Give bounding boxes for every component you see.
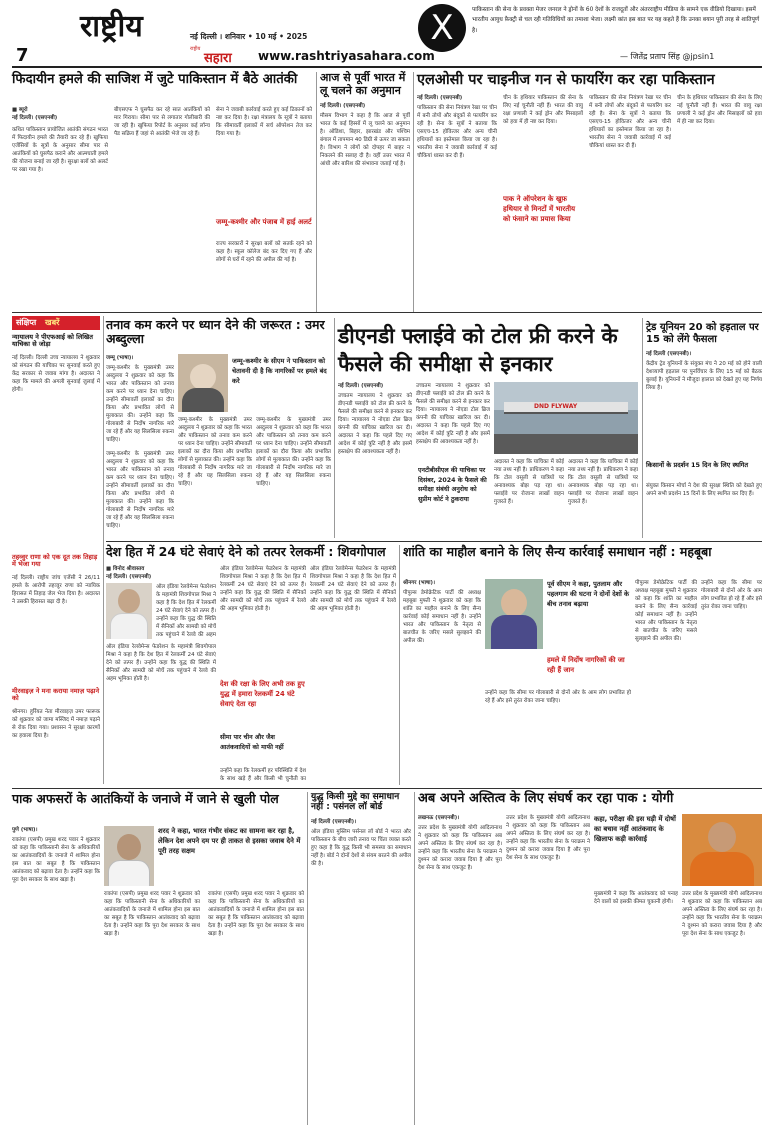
body-col-2: उच्चतम न्यायालय ने शुक्रवार को डीएनडी फ्लाईवे को टोल फ्री करने के फैसले की समीक्षा करने से इनकार कर दिया। न्यायालय ने नोएडा टोल ब्रिज कंपनी की याचिका खारिज कर दी। अदालत ने कहा कि पहले दिए गए आदेश में कोई त्रुटि नहीं है और इसमें हस्तक्षेप की आवश्यकता नहीं है। <box>416 383 490 445</box>
section-rule <box>12 788 762 789</box>
body-col-3b: राज्य सरकारों ने सुरक्षा बलों को सतर्क रहने को कहा है। स्कूल कॉलेज बंद कर दिए गए हैं और लोगों से घरों में रहने की अपील की गई है। <box>216 241 312 263</box>
byline: नई दिल्ली (एसएनबी)। <box>311 819 357 825</box>
photo-label: DND FLYWAY <box>534 403 578 410</box>
headline: फिदायीन हमले की साजिश में जुटे पाकिस्तान में बैठे आतंकी <box>12 72 298 87</box>
body-col-2: जम्मू-कश्मीर के मुख्यमंत्री उमर अब्दुल्ला ने शुक्रवार को कहा कि भारत और पाकिस्तान को तनाव कम करने पर ध्यान देना चाहिए। उन्होंने सीमावर्ती इलाकों का दौरा किया और प्रभावित लोगों से मुलाकात की। उन्होंने कहा कि गोलाबारी से निर्दोष नागरिक मारे जा रहे हैं और यह सिलसिला रुकना चाहिए। <box>178 417 252 487</box>
body: मौसम विभाग ने कहा है कि आज से पूर्वी भारत के कई हिस्सों में लू चलने का अनुमान है। ओडिशा, बिहार, झारखंड और पश्चिम बंगाल में तापमान 40 डिग्री से ऊपर जा सकता है। विभाग ने लोगों को दोपहर में बाहर न निकलने की सलाह दी है। वहीं उत्तर भारत में आंधी और बारिश की संभावना जताई गई है। <box>320 113 410 167</box>
body-col-2: चीन के हथियार पाकिस्तान की सेना के लिए नई चुनौती नहीं हैं। भारत की वायु रक्षा प्रणाली ने कई ड्रोन और मिसाइलों को हवा में ही नष्ट कर दिया। <box>503 95 583 125</box>
body-col-1: जम्मू-कश्मीर के मुख्यमंत्री उमर अब्दुल्ला ने शुक्रवार को कहा कि भारत और पाकिस्तान को तनाव कम करने पर ध्यान देना चाहिए। उन्होंने सीमावर्ती इलाकों का दौरा किया और प्रभावित लोगों से मुलाकात की। उन्होंने कहा कि गोलाबारी से निर्दोष नागरिक मारे जा रहे हैं और यह सिलसिला रुकना चाहिए। <box>106 365 174 443</box>
headline: अब अपने अस्तित्व के लिए संघर्ष कर रहा पाक : योगी <box>418 791 674 806</box>
body-col-3: ऑल इंडिया रेलवेमेन्स फेडरेशन के महामंत्री शिवगोपाल मिश्रा ने कहा है कि देश हित में रेलकर्मी 24 घंटे सेवाएं देने को तत्पर हैं। उन्होंने कहा कि युद्ध की स्थिति में सैनिकों और सामग्री को मोर्चे तक पहुंचाने में रेलवे की अहम भूमिका होती है। <box>310 566 396 612</box>
body: ऑल इंडिया मुस्लिम पर्सनल लॉ बोर्ड ने भारत और पाकिस्तान के बीच जारी तनाव पर चिंता व्यक्त करते हुए कहा है कि युद्ध किसी भी समस्या का समाधान नहीं है। बोर्ड ने दोनों देशों से संयम बरतने की अपील की है। <box>311 829 411 867</box>
story-railway <box>106 545 396 785</box>
headline: ट्रेड यूनियन 20 को हड़ताल पर 15 को लेंगे फैसला <box>646 322 759 345</box>
subhead: हमले में निर्दोष नागरिकों की जा रही हैं जान <box>547 656 625 674</box>
headline: आज से पूर्वी भारत में लू चलने का अनुमान <box>320 71 406 97</box>
body-col-2: राकांपा (एसपी) प्रमुख शरद पवार ने शुक्रवार को कहा कि पाकिस्तानी सेना के अधिकारियों का आतंकवादियों के जनाजे में शामिल होना इस बात का सबूत है कि पाकिस्तान आतंकवाद को बढ़ावा देता है। उन्होंने कहा कि पूरा देश सरकार के साथ खड़ा है। <box>104 891 200 937</box>
brief-body-3: श्रीनगर। हुर्रियत नेता मीरवाइज़ उमर फारूक को शुक्रवार को जामा मस्जिद में नमाज़ पढ़ाने से रोक दिया गया। प्रशासन ने सुरक्षा कारणों का हवाला दिया है। <box>12 709 100 739</box>
body-col-1: उत्तर प्रदेश के मुख्यमंत्री योगी आदित्यनाथ ने शुक्रवार को कहा कि पाकिस्तान अब अपने अस्तित्व के लिए संघर्ष कर रहा है। उन्होंने कहा कि भारतीय सेना के पराक्रम ने दुश्मन को करारा जवाब दिया है और पूरा देश सेना के साथ एकजुट है। <box>418 825 502 871</box>
briefs-tag <box>12 316 100 330</box>
photo-caption: जम्मू-कश्मीर के सीएम ने पाकिस्तान को चेतावनी दी है कि नागरिकों पर हमले बंद करे <box>232 357 327 385</box>
divider <box>103 316 104 784</box>
mehbooba-photo <box>485 579 543 649</box>
body-col-4: चीन के हथियार पाकिस्तान की सेना के लिए नई चुनौती नहीं हैं। भारत की वायु रक्षा प्रणाली ने कई ड्रोन और मिसाइलों को हवा में ही नष्ट कर दिया। <box>677 95 762 125</box>
paper-logo <box>190 46 250 64</box>
sidebar-briefs <box>12 316 100 784</box>
divider <box>414 792 415 1125</box>
body-col-1: कथित पाकिस्तान प्रायोजित आतंकी संगठन भारत में फिदायीन हमले की तैयारी कर रहे हैं। खुफिया एजेंसियों के सूत्रों के अनुसार सीमा पार से आतंकियों को घुसपैठ कराने और आत्मघाती हमले की योजना बनाई जा रही है। सुरक्षा बलों को अलर्ट पर रखा गया है। <box>12 127 108 173</box>
byline: नई दिल्ली। (एसएनबी) <box>320 103 366 109</box>
body-col-4: उत्तर प्रदेश के मुख्यमंत्री योगी आदित्यनाथ ने शुक्रवार को कहा कि पाकिस्तान अब अपने अस्तित्व के लिए संघर्ष कर रहा है। उन्होंने कहा कि भारतीय सेना के पराक्रम ने दुश्मन को करारा जवाब दिया है और पूरा देश सेना के साथ एकजुट है। <box>682 891 762 937</box>
story-omar <box>106 318 331 538</box>
divider <box>399 545 400 785</box>
byline: लखनऊ (एसएनबी)। <box>418 815 460 821</box>
body-col-1: पीपुल्स डेमोक्रेटिक पार्टी की अध्यक्ष महबूबा मुफ्ती ने शुक्रवार को कहा कि शांति का माहौल बनाने के लिए सैन्य कार्रवाई कोई समाधान नहीं है। उन्होंने भारत और पाकिस्तान के नेतृत्व से बातचीत के जरिए मसले सुलझाने की अपील की। <box>403 590 481 644</box>
date-line: नई दिल्ली । शनिवार • 10 मई • 2025 <box>190 32 308 41</box>
body: केंद्रीय ट्रेड यूनियनों के संयुक्त मंच ने 20 मई को होने वाली देशव्यापी हड़ताल पर पुनर्विचार के लिए 15 मई को बैठक बुलाई है। यूनियनों ने मौजूदा हालात को देखते हुए यह निर्णय लिया है। <box>646 361 762 391</box>
body: पाकिस्तान की सेना नियंत्रण रेखा पर चीन में बनी तोपों और बंदूकों से फायरिंग कर रही है। सेना के सूत्रों ने बताया कि एसएच-15 होवित्जर और अन्य चीनी हथियारों का इस्तेमाल किया जा रहा है। भारतीय सेना ने जवाबी कार्रवाई में कई चौकियां ध्वस्त कर दी हैं। <box>417 105 497 159</box>
byline: श्रीनगर (भाषा)। <box>403 580 435 586</box>
dnd-photo <box>494 382 638 454</box>
body-col-2: उत्तर प्रदेश के मुख्यमंत्री योगी आदित्यनाथ ने शुक्रवार को कहा कि पाकिस्तान अब अपने अस्तित्व के लिए संघर्ष कर रहा है। उन्होंने कहा कि भारतीय सेना के पराक्रम ने दुश्मन को करारा जवाब दिया है और पूरा देश सेना के साथ एकजुट है। <box>506 815 590 861</box>
headline: पाक अफसरों के आतंकियों के जनाजे में जाने से खुली पोल <box>12 791 279 806</box>
tweet-text: पाकिस्तान की सेना के प्रवक्ता मेजर जनरल ने ड्रोनों के 60 देशों के राजदूतों और अंतरराष्ट्रीय मीडिया के सामने एक वीडियो दिखाया। इसमें भारतीय आयुध फ़ैक्ट्री से चल रही गतिविधियों का तमाशा भेजा। लक्ष्मी कांत इस बात पर यह कहते हैं कि उनका बयान पूरी तरह से शातिपूर्ण है। <box>472 7 760 34</box>
photo-caption: कहा, परीक्षा की इस घड़ी में दोषों का बचाव नहीं आतंकवाद के खिलाफ कड़ी कार्रवाई <box>594 815 676 843</box>
byline: नई दिल्ली (एसएनबी)। <box>646 351 692 357</box>
body-col-1: ऑल इंडिया रेलवेमेन्स फेडरेशन के महामंत्री शिवगोपाल मिश्रा ने कहा है कि देश हित में रेलकर्मी 24 घंटे सेवाएं देने को तत्पर हैं। उन्होंने कहा कि युद्ध की स्थिति में सैनिकों और सामग्री को मोर्चे तक पहुंचाने में रेलवे की अहम <box>156 584 216 638</box>
paper-logo-prefix: राष्ट्रीय <box>190 46 201 52</box>
brief-headline-3: मीरवाइज़ ने मना कराया नमाज़ पढ़ाने को <box>12 687 100 703</box>
masthead-rule <box>12 66 762 68</box>
section-brand: राष्ट्रीय <box>80 9 143 44</box>
byline: पुणे (भाषा)। <box>12 827 38 833</box>
tweet-handle: — जितेंद्र प्रताप सिंह @jpsin1 <box>620 52 715 61</box>
divider <box>316 72 317 312</box>
website-url[interactable]: www.rashtriyasahara.com <box>258 49 435 63</box>
photo-body <box>182 388 224 412</box>
headline: युद्ध किसी मुद्दे का समाधान नहीं : पसंनल लॉ बोर्ड <box>311 792 400 813</box>
pull-quote: पाक ने ऑपरेशन के खुफ़ हथियार से मिनटों में भारतीय को फंसाने का प्रयास किया <box>503 195 576 223</box>
yogi-photo <box>682 814 762 886</box>
headline: शांति का माहौल बनाने के लिए सैन्य कार्रवाई समाधान नहीं : महबूबा <box>403 544 712 559</box>
byline: नई दिल्ली। (एसएनबी) <box>338 383 384 389</box>
section-rule <box>106 541 762 542</box>
story-fidayeen <box>12 72 312 307</box>
body-col-1: उच्चतम न्यायालय ने शुक्रवार को डीएनडी फ्लाईवे को टोल फ्री करने के फैसले की समीक्षा करने से इनकार कर दिया। न्यायालय ने नोएडा टोल ब्रिज कंपनी की याचिका खारिज कर दी। अदालत ने कहा कि पहले दिए गए आदेश में कोई त्रुटि नहीं है और इसमें हस्तक्षेप की आवश्यकता नहीं है। <box>338 393 412 455</box>
section-rule <box>12 312 762 313</box>
photo-head <box>708 822 736 852</box>
body-col-2: ऑल इंडिया रेलवेमेन्स फेडरेशन के महामंत्री शिवगोपाल मिश्रा ने कहा है कि देश हित में रेलकर्मी 24 घंटे सेवाएं देने को तत्पर हैं। उन्होंने कहा कि युद्ध की स्थिति में सैनिकों और सामग्री को मोर्चे तक पहुंचाने में रेलवे की अहम भूमिका होती है। <box>220 566 306 612</box>
subhead: सीमा पार चीन और जैश आतंकवादियों को माफी नहीं <box>220 734 284 751</box>
byline: जम्मू (भाषा)। <box>106 355 134 361</box>
story-yogi <box>418 792 762 1125</box>
photo-head <box>118 589 140 613</box>
photo-robe <box>690 852 754 886</box>
photo-body <box>108 860 150 886</box>
x-logo-icon: X <box>418 4 466 52</box>
byline: ■ ब्यूरो नई दिल्ली। (एसएनबी) <box>12 107 58 121</box>
divider <box>642 318 643 538</box>
headline: डीएनडी फ्लाईवे को टोल फ्री करने के फैसले की समीक्षा से इनकार <box>338 324 618 376</box>
story-pawar <box>12 792 304 1125</box>
body-col-3: अदालत ने कहा कि याचिका में कोई नया तथ्य नहीं है। प्राधिकरण ने कहा कि टोल वसूली से यात्रियों पर अनावश्यक बोझ पड़ रहा था। फ्लाईवे पर रोजाना लाखों वाहन गुजरते हैं। <box>494 459 564 505</box>
body-2: संयुक्त किसान मोर्चा ने देश की सुरक्षा स्थिति को देखते हुए अपने सभी प्रदर्शन 15 दिनों के लिए स्थगित कर दिए हैं। <box>646 483 762 497</box>
body-col-2: बीएसएफ ने घुसपैठ कर रहे सात आतंकियों को मार गिराया। सीमा पार से लगातार गोलीबारी की जा रही है। खुफिया रिपोर्ट के अनुसार कई लॉन्च पैड सक्रिय हैं जहां से आतंकी भेजे जा रहे हैं। <box>114 107 210 137</box>
headline: तनाव कम करने पर ध्यान देने की जरूरत : उमर अब्दुल्ला <box>106 317 325 347</box>
body-col-3: सेना ने जवाबी कार्रवाई करते हुए कई ठिकानों को नष्ट कर दिया है। रक्षा मंत्रालय के सूत्रों ने बताया कि सीमावर्ती इलाकों में सर्च ऑपरेशन तेज कर दिया गया है। <box>216 107 312 137</box>
divider <box>334 318 335 538</box>
brief-body-2: नई दिल्ली। राष्ट्रीय जांच एजेंसी ने 26/11 हमले के आरोपी तहव्वुर राणा को न्यायिक हिरासत में तिहाड़ जेल भेज दिया है। अदालत ने उसकी हिरासत बढ़ा दी है। <box>12 575 100 605</box>
subhead: जम्मू-कश्मीर और पंजाब में हाई अलर्ट <box>216 218 312 226</box>
byline: ■ विनोद श्रीवास्तव नई दिल्ली। (एसएनबी) <box>106 566 152 580</box>
photo-caption: एनटीबीसीएल की याचिका पर दिसंबर, 2024 के फैसले की समीक्षा संबंधी अनुरोध को सुप्रीम कोर्ट ने ठुकराया <box>418 467 487 503</box>
body-col-2: उन्होंने कहा कि सीमा पर गोलाबारी से दोनों ओर के आम लोग प्रभावित हो रहे हैं और इसे तुरंत रोका जाना चाहिए। <box>485 690 631 704</box>
body-col-1: राकांपा (एसपी) प्रमुख शरद पवार ने शुक्रवार को कहा कि पाकिस्तानी सेना के अधिकारियों का आतंकवादियों के जनाजे में शामिल होना इस बात का सबूत है कि पाकिस्तान आतंकवाद को बढ़ावा देता है। उन्होंने कहा कि पूरा देश सरकार के साथ खड़ा है। <box>12 837 100 883</box>
body-col-1b: जम्मू-कश्मीर के मुख्यमंत्री उमर अब्दुल्ला ने शुक्रवार को कहा कि भारत और पाकिस्तान को तनाव कम करने पर ध्यान देना चाहिए। उन्होंने सीमावर्ती इलाकों का दौरा किया और प्रभावित लोगों से मुलाकात की। उन्होंने कहा कि गोलाबारी से निर्दोष नागरिक मारे जा रहे हैं और यह सिलसिला रुकना चाहिए। <box>106 451 174 529</box>
body-col-3: पाकिस्तान की सेना नियंत्रण रेखा पर चीन में बनी तोपों और बंदूकों से फायरिंग कर रही है। सेना के सूत्रों ने बताया कि एसएच-15 होवित्जर और अन्य चीनी हथियारों का इस्तेमाल किया जा रहा है। भारतीय सेना ने जवाबी कार्रवाई में कई चौकियां ध्वस्त कर दी हैं। <box>589 95 671 149</box>
photo-road <box>494 434 638 454</box>
headline: देश हित में 24 घंटे सेवाएं देने को तत्पर रेलकर्मी : शिवगोपाल <box>106 544 386 559</box>
brief-headline-2: तहव्वुर राणा को एक दूत तक तिहाड़ में भेजा गया <box>12 553 98 569</box>
body-col-3: मुख्यमंत्री ने कहा कि आतंकवाद को पनाह देने वालों को इसकी कीमत चुकानी होगी। <box>594 891 678 905</box>
page-number: 7 <box>16 45 29 66</box>
story-heatwave <box>320 72 410 307</box>
paper-logo-name: सहारा <box>204 51 232 66</box>
photo-figure <box>190 364 216 390</box>
body-col-2b: उन्होंने कहा कि रेलकर्मी हर परिस्थिति में देश के साथ खड़े हैं और किसी भी चुनौती का <box>220 768 306 782</box>
body-col-3: पीपुल्स डेमोक्रेटिक पार्टी की अध्यक्ष महबूबा मुफ्ती ने शुक्रवार को कहा कि शांति का माहौल बनाने के लिए सैन्य कार्रवाई कोई समाधान नहीं है। उन्होंने भारत और पाकिस्तान के नेतृत्व से बातचीत के जरिए मसले सुलझाने की अपील की। <box>635 580 697 642</box>
body-col-3: राकांपा (एसपी) प्रमुख शरद पवार ने शुक्रवार को कहा कि पाकिस्तानी सेना के अधिकारियों का आतंकवादियों के जनाजे में शामिल होना इस बात का सबूत है कि पाकिस्तान आतंकवाद को बढ़ावा देता है। उन्होंने कहा कि पूरा देश सरकार के साथ खड़ा है। <box>208 891 304 937</box>
body-col-4: अदालत ने कहा कि याचिका में कोई नया तथ्य नहीं है। प्राधिकरण ने कहा कि टोल वसूली से यात्रियों पर अनावश्यक बोझ पड़ रहा था। फ्लाईवे पर रोजाना लाखों वाहन गुजरते हैं। <box>568 459 638 505</box>
pawar-photo <box>104 826 154 886</box>
body-col-4: उन्होंने कहा कि सीमा पर गोलाबारी से दोनों ओर के आम लोग प्रभावित हो रहे हैं और इसे तुरंत रोका जाना चाहिए। <box>701 580 762 610</box>
divider <box>413 72 414 312</box>
pull-quote: देश की रक्षा के लिए अभी तक हुए युद्ध में हमारा रेलकर्मी 24 घंटे सेवाएं देता रहा <box>220 680 305 708</box>
briefs-tag-label-2: खबरें <box>45 318 60 327</box>
divider <box>307 792 308 1125</box>
omar-photo <box>178 354 228 412</box>
story-trade-union <box>646 322 762 538</box>
story-dnd <box>338 318 638 538</box>
brief-headline-1: न्यायालय ने पीएफआई को लिखित याचिका से जोड़ा <box>12 333 93 349</box>
story-law-board <box>311 792 411 1125</box>
story-mehbooba <box>403 545 762 785</box>
masthead <box>0 0 768 70</box>
subhead: किसानों के प्रदर्शन 15 दिन के लिए स्थगित <box>646 461 749 469</box>
photo-head <box>117 834 141 860</box>
story-chinese-guns <box>417 72 762 307</box>
railway-photo <box>106 583 152 639</box>
quote: शरद ने कहा, भारत गंभीर संकट का सामना कर रहा है, लेकिन देश अपने दम पर ही ताकत से इसका जवाब देने में पूरी तरह सक्षम <box>158 827 301 855</box>
byline: नई दिल्ली। (एसएनबी) <box>417 95 463 101</box>
photo-body <box>110 613 148 639</box>
body-col-3: जम्मू-कश्मीर के मुख्यमंत्री उमर अब्दुल्ला ने शुक्रवार को कहा कि भारत और पाकिस्तान को तनाव कम करने पर ध्यान देना चाहिए। उन्होंने सीमावर्ती इलाकों का दौरा किया और प्रभावित लोगों से मुलाकात की। उन्होंने कहा कि गोलाबारी से निर्दोष नागरिक मारे जा रहे हैं और यह सिलसिला रुकना चाहिए। <box>256 417 331 487</box>
headline: एलओसी पर चाइनीज गन से फायरिंग कर रहा पाकिस्तान <box>417 72 715 88</box>
photo-scarf <box>491 615 537 649</box>
pull-quote: पूर्व सीएम ने कहा, पुतलाम और पहलगाम की घटना ने दोनों देशों के बीच तनाव बढ़ाया <box>547 580 630 608</box>
body-col-1b: ऑल इंडिया रेलवेमेन्स फेडरेशन के महामंत्री शिवगोपाल मिश्रा ने कहा है कि देश हित में रेलकर्मी 24 घंटे सेवाएं देने को तत्पर हैं। उन्होंने कहा कि युद्ध की स्थिति में सैनिकों और सामग्री को मोर्चे तक पहुंचाने में रेलवे की अहम भूमिका होती है। <box>106 644 216 682</box>
brief-body-1: नई दिल्ली। दिल्ली उच्च न्यायालय ने शुक्रवार को संगठन की याचिका पर सुनवाई करते हुए केंद्र सरकार से जवाब मांगा है। अदालत ने कहा कि मामले की अगली सुनवाई जुलाई में होगी। <box>12 355 100 393</box>
photo-head <box>501 589 527 617</box>
briefs-tag-label: संक्षिप्त <box>16 318 37 327</box>
